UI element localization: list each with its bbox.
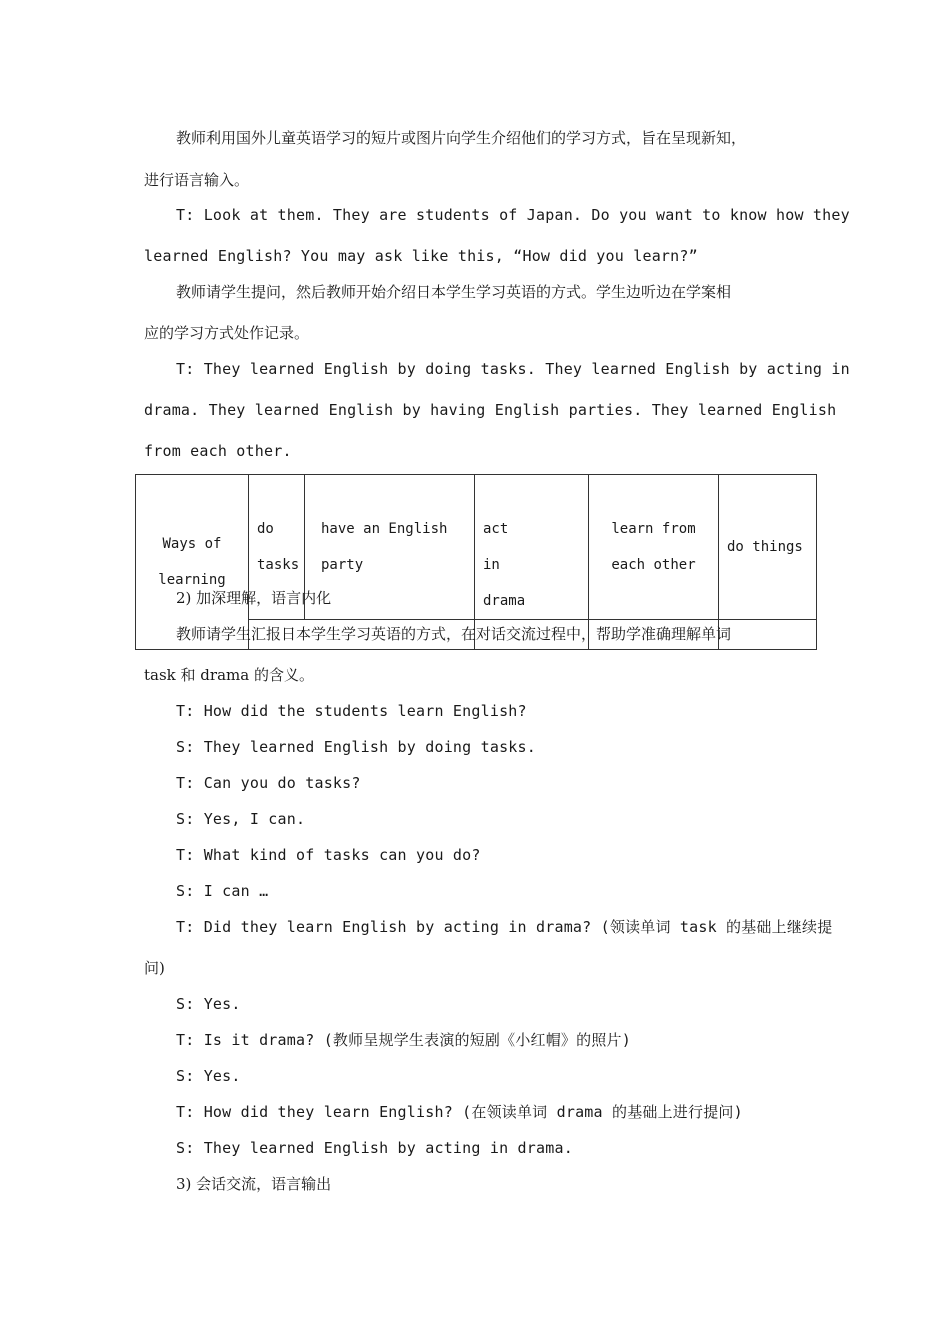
paragraph-5-line-2: task 和 drama 的含义。 (144, 666, 314, 684)
dialogue-line: T: Can you do tasks? (176, 774, 361, 792)
cell-text (483, 475, 580, 583)
cell-text: have an English (321, 521, 448, 537)
cell-text: learn from (611, 521, 696, 537)
dialogue-line-continued: 问) (144, 959, 165, 977)
paragraph-2-line-1: T: Look at them. They are students of Japan. Do you want to know how they (176, 206, 850, 224)
dialogue-line: S: They learned English by acting in drama. (176, 1139, 573, 1157)
table-empty-cell (719, 620, 817, 650)
section-3-heading: 3) 会话交流，语言输出 (176, 1175, 332, 1193)
cell-text: drama (483, 593, 526, 609)
header-line-2: learning (158, 572, 226, 588)
paragraph-4-line-2: drama. They learned English by having English parties. They learned English (144, 401, 837, 419)
cell-text: do things (727, 539, 803, 555)
dialogue-line: S: Yes, I can. (176, 810, 306, 828)
paragraph-1-line-1: 教师利用国外儿童英语学习的短片或图片向学生介绍他们的学习方式，旨在呈现新知， (176, 129, 747, 147)
dialogue-line: T: What kind of tasks can you do? (176, 846, 481, 864)
dialogue-line: S: Yes. (176, 995, 241, 1013)
paragraph-3-line-1: 教师请学生提问，然后教师开始介绍日本学生学习英语的方式。学生边听边在学案相 (176, 283, 732, 301)
cell-word: in (483, 557, 500, 573)
paragraph-5-line-1: 教师请学生汇报日本学生学习英语的方式，在对话交流过程中，帮助学准确理解单词 (176, 625, 732, 643)
paragraph-1-line-2: 进行语言输入。 (144, 171, 250, 189)
dialogue-line: T: Is it drama? (教师呈规学生表演的短剧《小红帽》的照片) (176, 1031, 631, 1049)
dialogue-line: S: I can … (176, 882, 269, 900)
paragraph-2-line-2: learned English? You may ask like this, “How did you learn?” (144, 247, 698, 265)
cell-text: tasks (257, 557, 300, 573)
paragraph-4-line-1: T: They learned English by doing tasks. They learned English by acting in (176, 360, 850, 378)
section-2-heading: 2) 加深理解，语言内化 (176, 589, 332, 607)
cell-text: do (257, 521, 274, 537)
dialogue-line: T: How did the students learn English? (176, 702, 527, 720)
dialogue-line: S: They learned English by doing tasks. (176, 738, 536, 756)
dialogue-line: T: How did they learn English? (在领读单词 drama 的基础上进行提问) (176, 1103, 743, 1121)
dialogue-line: T: Did they learn English by acting in drama? (领读单词 task 的基础上继续提 (176, 918, 833, 936)
header-line-1: Ways of (162, 536, 222, 552)
cell-word: act (483, 521, 509, 537)
table-cell-do-things (719, 475, 817, 620)
paragraph-3-line-2: 应的学习方式处作记录。 (144, 324, 310, 342)
dialogue-line: S: Yes. (176, 1067, 241, 1085)
cell-text: each other (611, 557, 696, 573)
paragraph-4-line-3: from each other. (144, 442, 292, 460)
cell-text: party (321, 557, 364, 573)
table-cell-learn-from-each-other (589, 475, 719, 620)
table-cell-act-in-drama (475, 475, 589, 620)
